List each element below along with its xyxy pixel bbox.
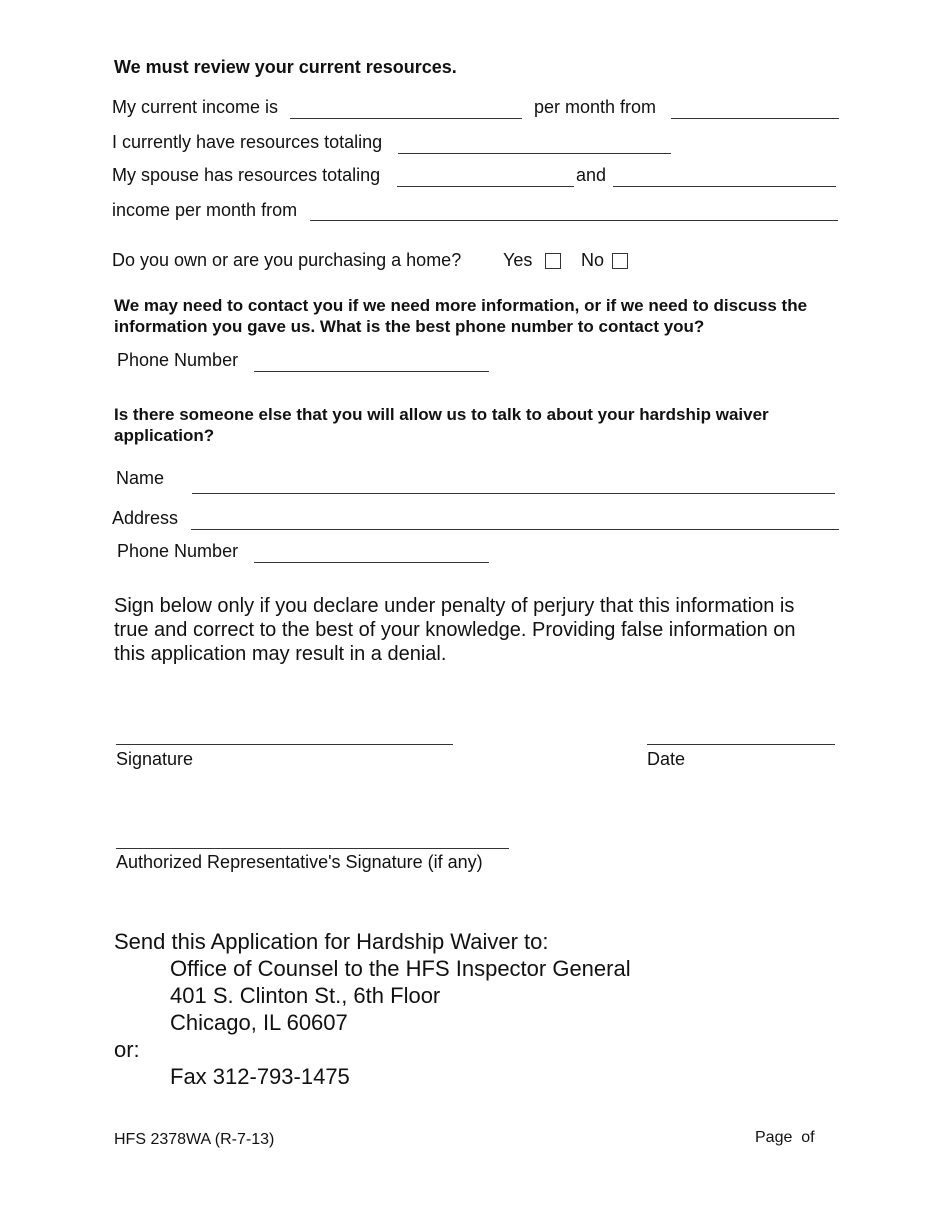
spouse-resources-field[interactable] (397, 186, 574, 187)
other-address-label: Address (112, 508, 179, 528)
signature-label: Signature (116, 749, 194, 769)
rep-signature-label: Authorized Representative's Signature (if any) (116, 852, 483, 872)
income-per-month-label: income per month from (112, 200, 298, 220)
resources-totaling-field[interactable] (398, 153, 671, 154)
current-income-label: My current income is (112, 97, 279, 117)
income-source-field[interactable] (671, 118, 839, 119)
spouse-resources-label: My spouse has resources totaling (112, 165, 381, 185)
other-person-heading: Is there someone else that you will allow us to talk to about your hardship waiver application? (114, 405, 769, 445)
form-id: HFS 2378WA (R-7-13) (114, 1131, 275, 1148)
resources-totaling-label: I currently have resources totaling (112, 132, 383, 152)
and-label: and (576, 165, 607, 185)
date-field[interactable] (647, 744, 835, 745)
home-question: Do you own or are you purchasing a home? (112, 250, 462, 270)
send-address-line2: 401 S. Clinton St., 6th Floor (170, 983, 441, 1008)
other-name-label: Name (116, 468, 165, 488)
send-address-line1: Office of Counsel to the HFS Inspector General (170, 956, 631, 981)
other-address-field[interactable] (191, 529, 839, 530)
contact-phone-label: Phone Number (117, 350, 239, 370)
rep-signature-field[interactable] (116, 848, 509, 849)
send-address-line3: Chicago, IL 60607 (170, 1010, 348, 1035)
other-name-field[interactable] (192, 493, 835, 494)
signature-field[interactable] (116, 744, 453, 745)
current-income-field[interactable] (290, 118, 522, 119)
other-phone-field[interactable] (254, 562, 489, 563)
fax-number: Fax 312-793-1475 (170, 1064, 350, 1089)
declaration-text: Sign below only if you declare under penalty of perjury that this information is true and correct to the best of your knowledge. Providing false information on this application may result in a denial. (114, 595, 796, 665)
send-heading: Send this Application for Hardship Waiver to: (114, 929, 549, 954)
yes-label: Yes (503, 250, 533, 270)
contact-heading: We may need to contact you if we need more information, or if we need to discuss the information you gave us. What is the best phone number to contact you? (114, 296, 808, 336)
other-phone-label: Phone Number (117, 541, 239, 561)
no-checkbox[interactable] (612, 253, 628, 269)
contact-phone-field[interactable] (254, 371, 489, 372)
page-number: Page of (755, 1129, 815, 1146)
resources-heading: We must review your current resources. (114, 57, 457, 77)
per-month-from-label: per month from (534, 97, 657, 117)
spouse-income-source-field[interactable] (310, 220, 838, 221)
date-label: Date (647, 749, 686, 769)
spouse-income-field[interactable] (613, 186, 836, 187)
no-label: No (581, 250, 605, 270)
or-label: or: (114, 1037, 140, 1062)
yes-checkbox[interactable] (545, 253, 561, 269)
